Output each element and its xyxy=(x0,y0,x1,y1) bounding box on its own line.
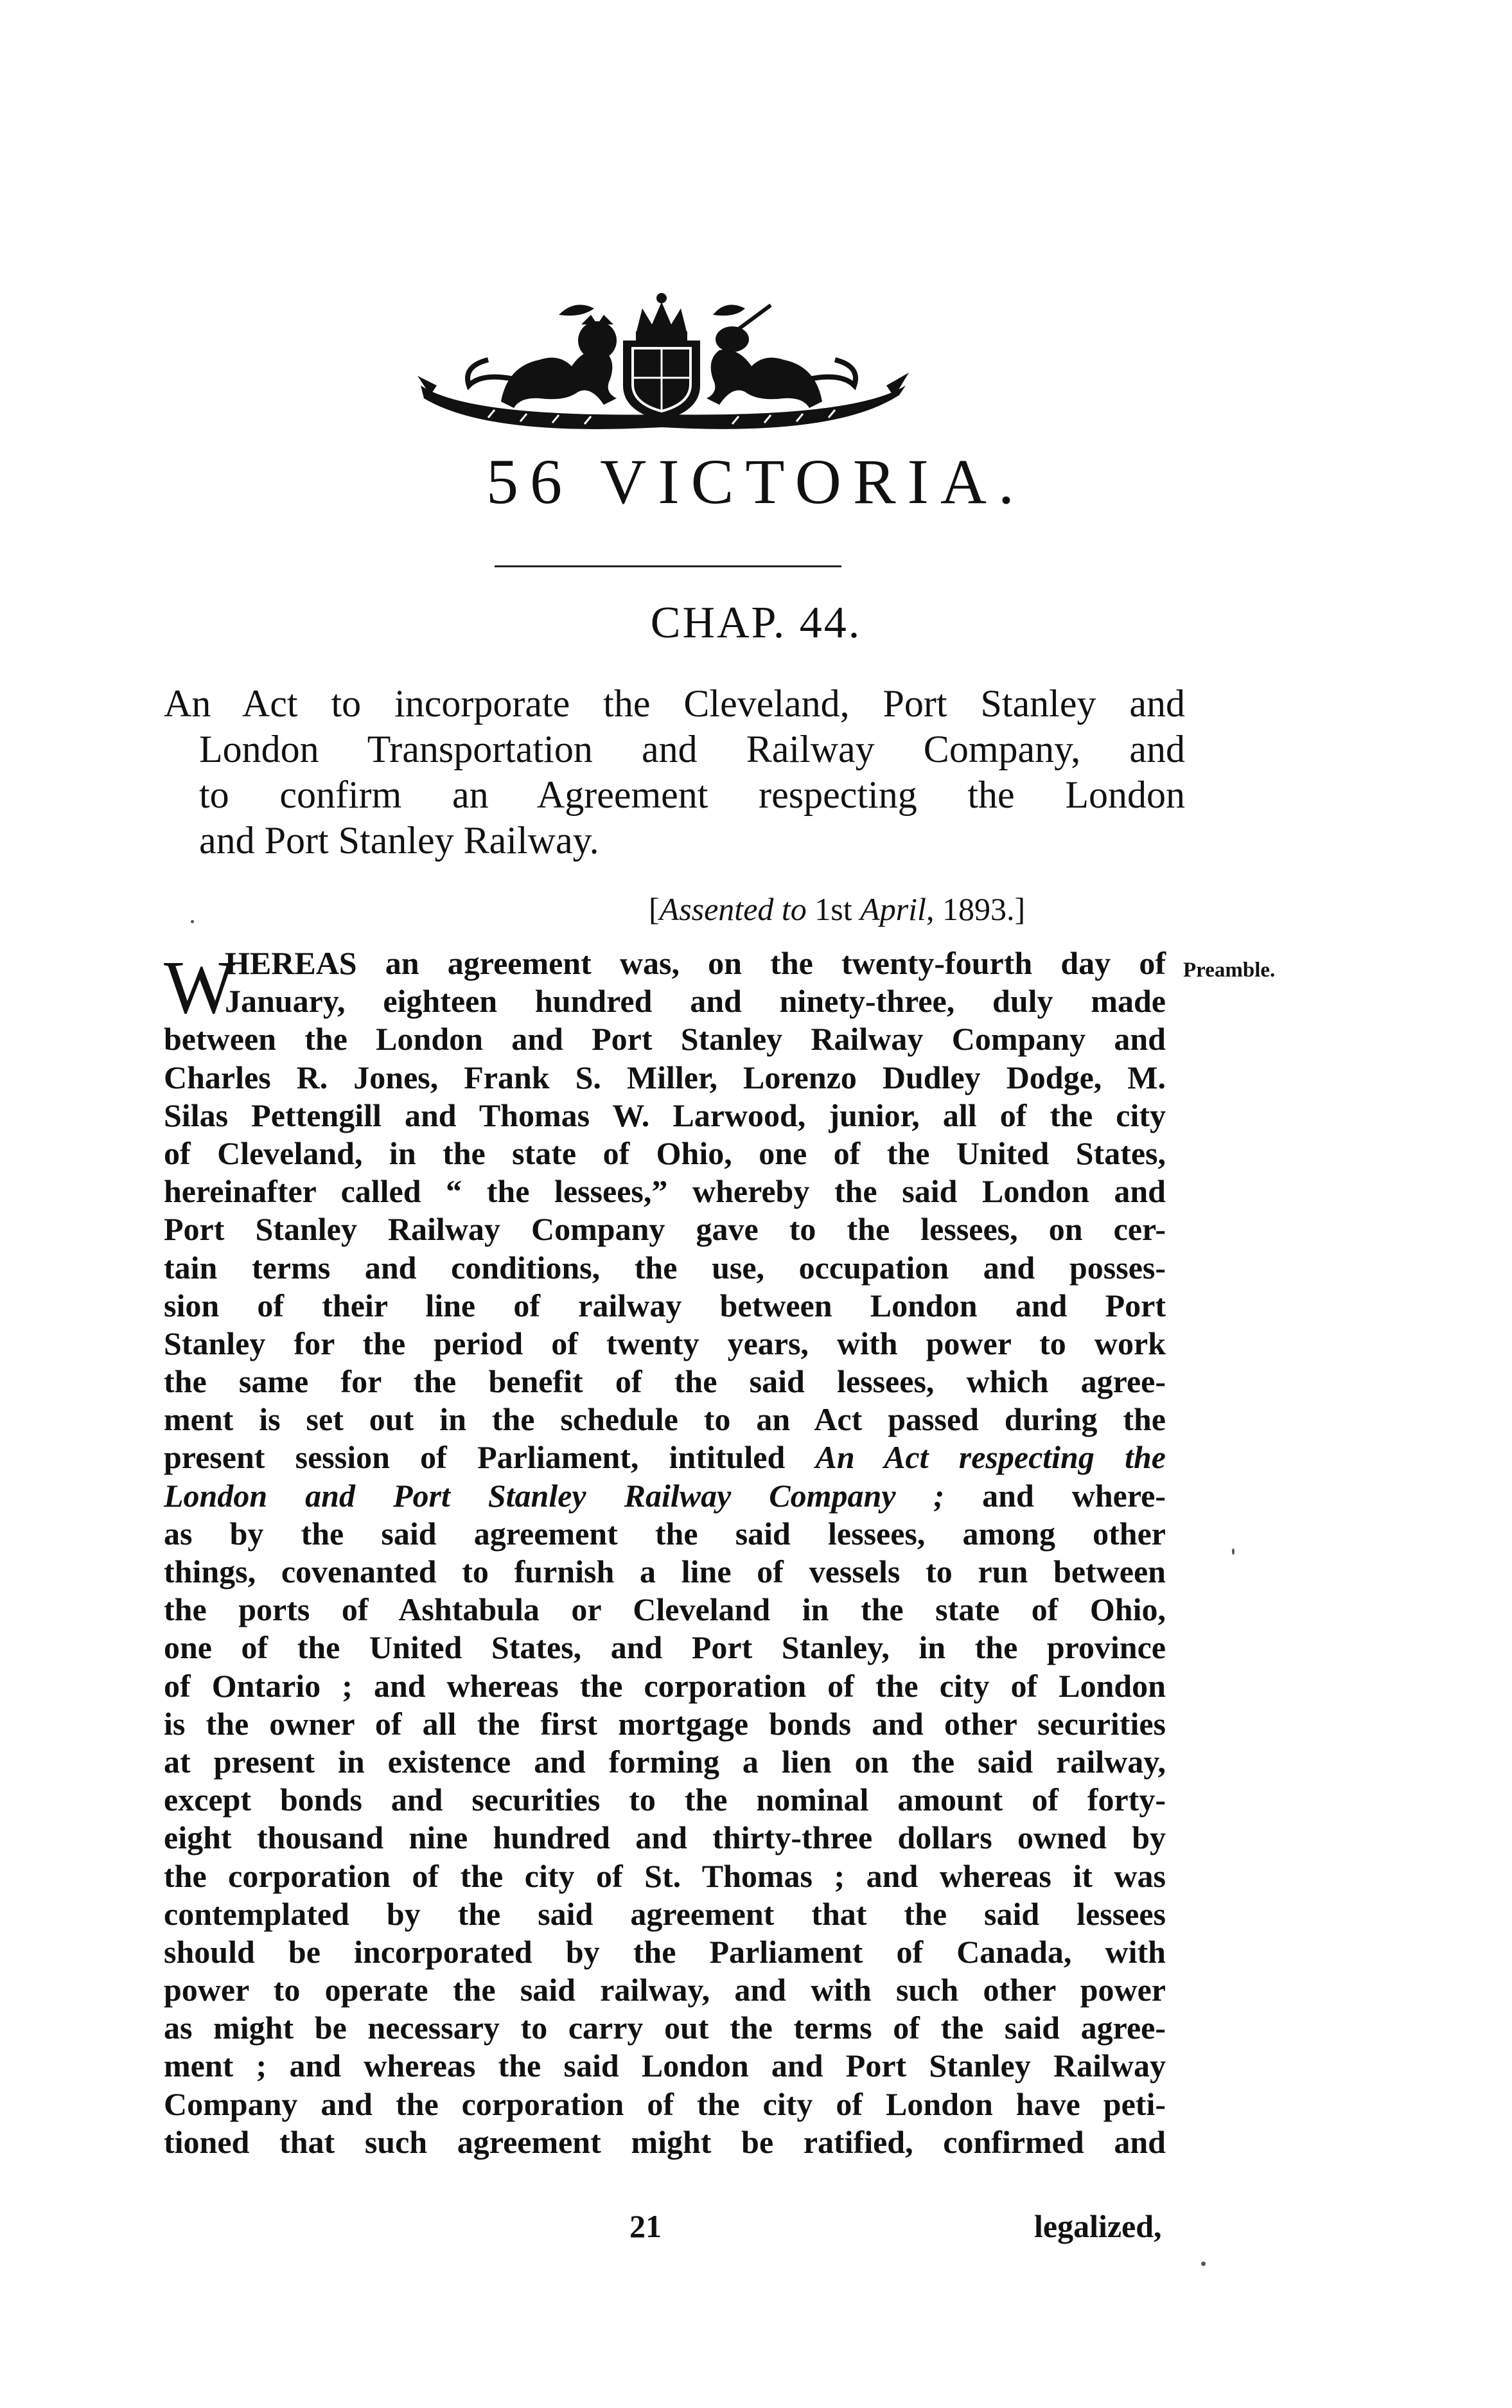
marginal-note: Preamble. xyxy=(1183,959,1276,982)
body-line: power to operate the said railway, and with such other power xyxy=(164,1972,1166,2008)
body-line: contemplated by the said agreement that the said lessees xyxy=(164,1895,1166,1932)
print-speck xyxy=(1201,2262,1206,2266)
body-line: ment is set out in the schedule to an Act passed during the xyxy=(164,1401,1166,1438)
short-title-italic: An Act respecting the xyxy=(815,1439,1166,1476)
body-line: tioned that such agreement might be ratified, confirmed and xyxy=(164,2123,1166,2160)
body-line: should be incorporated by the Parliament of Canada, with xyxy=(164,1933,1166,1970)
royal-coat-of-arms-icon xyxy=(411,289,912,443)
body-line: of Cleveland, in the state of Ohio, one of the United States, xyxy=(164,1135,1166,1171)
body-line: Silas Pettengill and Thomas W. Larwood, junior, all of the city xyxy=(164,1097,1166,1133)
preamble-text xyxy=(164,944,1166,2161)
body-line: ment ; and whereas the said London and Port Stanley Railway xyxy=(164,2048,1166,2084)
body-line: January, eighteen hundred and ninety-three, duly made xyxy=(225,983,1166,1020)
assent-day: 1st xyxy=(814,891,852,927)
assent-month: April xyxy=(860,891,926,927)
page-number: 21 xyxy=(629,2208,662,2244)
body-line: of Ontario ; and whereas the corporation of the city of London xyxy=(164,1667,1166,1704)
body-line: Stanley for the period of twenty years, with power to work xyxy=(164,1325,1166,1361)
body-line: is the owner of all the first mortgage bonds and other securities xyxy=(164,1705,1166,1742)
heading-rule xyxy=(495,565,841,567)
act-title-line: London Transportation and Railway Company, and xyxy=(199,728,1185,770)
drop-capital: W xyxy=(164,945,236,1029)
chapter-number: CHAP. 44. xyxy=(650,598,862,648)
assent-date: [Assented to 1st April, 1893.] xyxy=(649,891,1026,927)
assent-year: 1893.] xyxy=(942,891,1026,927)
catchword: legalized, xyxy=(1034,2208,1162,2244)
act-title-line: to confirm an Agreement respecting the London xyxy=(199,774,1185,816)
body-line: as might be necessary to carry out the terms of the said agree- xyxy=(164,2010,1166,2046)
body-line: things, covenanted to furnish a line of vessels to run between xyxy=(164,1554,1166,1589)
act-long-title xyxy=(164,681,1185,863)
body-line-part: present session of Parliament, intituled xyxy=(164,1439,786,1476)
body-line-mixed xyxy=(164,1477,1166,1515)
assent-label: Assented to xyxy=(659,891,807,927)
print-speck xyxy=(1232,1548,1235,1555)
body-line: at present in existence and forming a lien on the said railway, xyxy=(164,1743,1166,1780)
body-line: Company and the corporation of the city of London have peti- xyxy=(164,2085,1166,2122)
body-line: Charles R. Jones, Frank S. Miller, Lorenzo Dudley Dodge, M. xyxy=(164,1059,1166,1095)
body-line: except bonds and securities to the nominal amount of forty- xyxy=(164,1782,1166,1818)
body-line: between the London and Port Stanley Railway Company and xyxy=(164,1021,1166,1058)
short-title-italic: London and Port Stanley Railway Company ; xyxy=(164,1477,945,1514)
act-title-line: An Act to incorporate the Cleveland, Port Stanley and xyxy=(164,682,1185,725)
body-line: eight thousand nine hundred and thirty-three dollars owned by xyxy=(164,1819,1166,1856)
body-line: tain terms and conditions, the use, occupation and posses- xyxy=(164,1249,1166,1286)
assent-bracket: [ xyxy=(649,891,660,927)
body-line: sion of their line of railway between London and Port xyxy=(164,1287,1166,1324)
body-line: the corporation of the city of St. Thomas ; and whereas it was xyxy=(164,1857,1166,1894)
body-line: Port Stanley Railway Company gave to the lessees, on cer- xyxy=(164,1211,1166,1248)
body-line: the same for the benefit of the said lessees, which agree- xyxy=(164,1363,1166,1400)
body-line: as by the said agreement the said lessees, among other xyxy=(164,1515,1166,1552)
body-line: the ports of Ashtabula or Cleveland in the state of Ohio, xyxy=(164,1591,1166,1628)
regnal-year-heading: 56 VICTORIA. xyxy=(486,446,1026,517)
body-line-mixed xyxy=(164,1439,1166,1476)
body-line: one of the United States, and Port Stanley, in the province xyxy=(164,1629,1166,1666)
body-line: hereinafter called “ the lessees,” whereby the said London and xyxy=(164,1173,1166,1210)
act-title-line: and Port Stanley Railway. xyxy=(199,819,599,862)
body-line: HEREAS an agreement was, on the twenty-fourth day of xyxy=(225,945,1166,981)
print-speck xyxy=(191,920,194,923)
body-line-part: and where- xyxy=(982,1477,1166,1514)
